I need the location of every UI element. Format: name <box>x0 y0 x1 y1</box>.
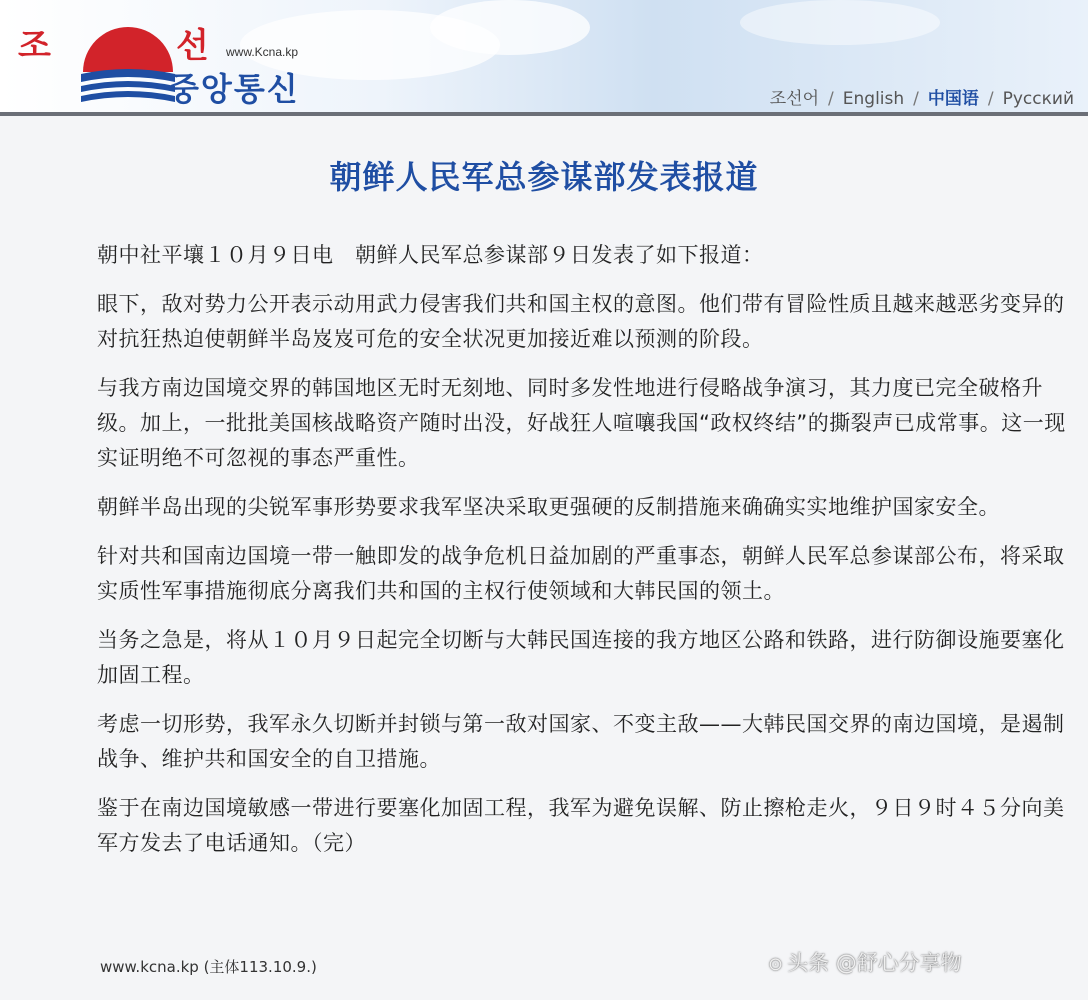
article-paragraph: 鉴于在南边国境敏感一带进行要塞化加固工程，我军为避免误解、防止擦枪走火，９日９时４５分向美军方发去了电话通知。（完） <box>97 796 1065 855</box>
kcna-logo[interactable] <box>18 10 338 108</box>
article-paragraph: 朝鲜半岛出现的尖锐军事形势要求我军坚决采取更强硬的反制措施来确确实实地维护国家安全。 <box>97 495 1000 519</box>
logo-text-jo: 조 <box>18 26 52 66</box>
lang-link-korean[interactable]: 조선어 <box>769 89 820 109</box>
article-paragraph: 与我方南边国境交界的韩国地区无时无刻地、同时多发性地进行侵略战争演习，其力度已完全破格升级。加上，一批批美国核战略资产随时出没，好战狂人喧嚷我国“政权终结”的撕裂声已成常事。这一现实证明绝不可忽视的事态严重性。 <box>97 376 1066 470</box>
language-switcher <box>770 84 1074 109</box>
lang-link-russian[interactable]: Русский <box>1002 89 1074 109</box>
article-paragraph: 当务之急是，将从１０月９日起完全切断与大韩民国连接的我方地区公路和铁路，进行防御设施要塞化加固工程。 <box>97 628 1065 687</box>
logo-url: www.Kcna.kp <box>226 45 299 59</box>
article-paragraph: 朝中社平壤１０月９日电 朝鲜人民军总参谋部９日发表了如下报道： <box>97 243 764 267</box>
lang-link-english[interactable]: English <box>842 89 905 109</box>
headline-logo-icon: ⊙ <box>768 954 784 975</box>
lang-separator: / <box>828 89 834 109</box>
lang-separator: / <box>987 89 994 109</box>
watermark-text: 头条 @舒心分享物 <box>787 951 962 975</box>
source-footer[interactable]: www.kcna.kp (主体113.10.9.) <box>100 958 317 976</box>
cloud-decoration <box>740 0 940 45</box>
header-divider <box>0 112 1088 116</box>
logo-text-agency: 중앙통신 <box>168 70 300 108</box>
lang-separator: / <box>913 89 919 109</box>
article-title: 朝鲜人民军总参谋部发表报道 <box>329 158 759 196</box>
cloud-decoration <box>430 0 590 55</box>
logo-text-seon: 선 <box>176 26 210 66</box>
site-header <box>0 0 1088 112</box>
article-body <box>97 238 1077 875</box>
article-paragraph: 眼下，敌对势力公开表示动用武力侵害我们共和国主权的意图。他们带有冒险性质且越来越恶劣变异的对抗狂热迫使朝鲜半岛岌岌可危的安全状况更加接近难以预测的阶段。 <box>97 292 1065 351</box>
kcna-emblem-icon <box>73 12 183 110</box>
article-paragraph: 针对共和国南边国境一带一触即发的战争危机日益加剧的严重事态，朝鲜人民军总参谋部公布，将采取实质性军事措施彻底分离我们共和国的主权行使领域和大韩民国的领土。 <box>97 544 1065 603</box>
lang-link-chinese[interactable]: 中国语 <box>927 89 979 109</box>
watermark <box>768 947 962 977</box>
article-paragraph: 考虑一切形势，我军永久切断并封锁与第一敌对国家、不变主敌——大韩民国交界的南边国境，是遏制战争、维护共和国安全的自卫措施。 <box>97 712 1065 771</box>
